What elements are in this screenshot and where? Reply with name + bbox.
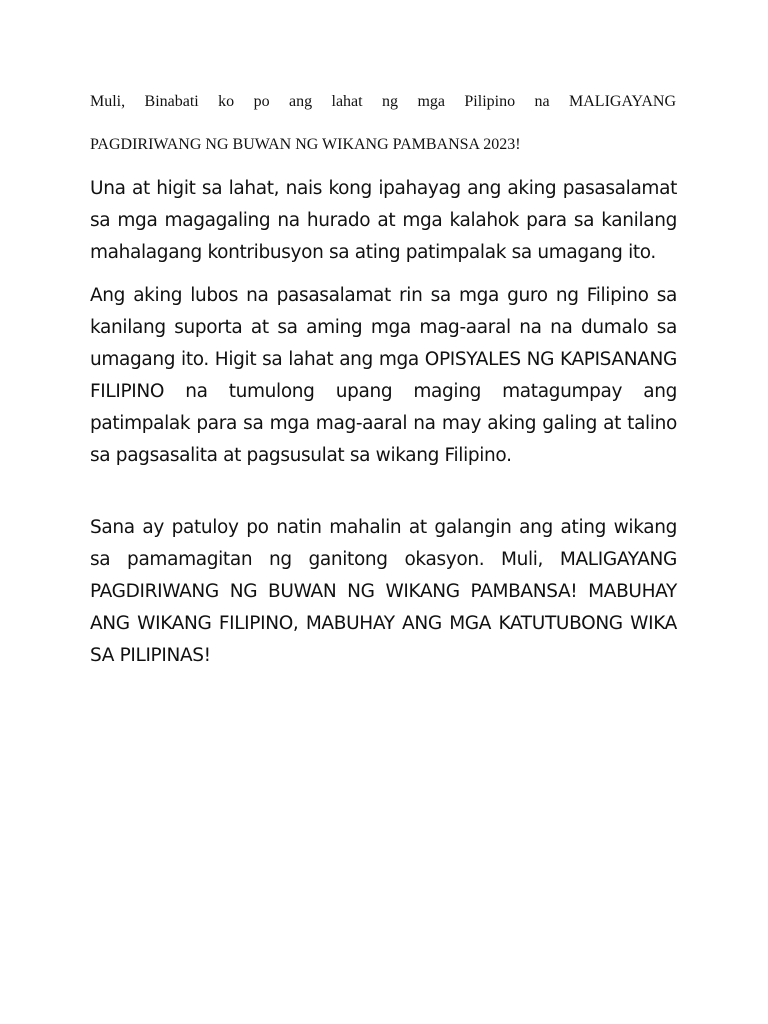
- paragraph-thanks-judges: Una at higit sa lahat, nais kong ipahayag ang aking pasasalamat sa mga magagaling na hurado at mga kalahok para sa kanilang mahalagang kontribusyon sa ating patimpalak sa umagang ito.: [90, 178, 677, 263]
- paragraph-closing: Sana ay patuloy po natin mahalin at galangin ang ating wikang sa pamamagitan ng ganitong okasyon. Muli, MALIGAYANG PAGDIRIWANG NG BUWAN NG WIKANG PAMBANSA! MABUHAY ANG WIKANG FILIPINO, MABUHAY ANG MGA KATUTUBONG WIKA SA PILIPINAS!: [90, 517, 677, 666]
- greeting-line-1: Muli, Binabati ko po ang lahat ng mga Pilipino na MALIGAYANG: [90, 93, 676, 110]
- greeting-line-2: PAGDIRIWANG NG BUWAN NG WIKANG PAMBANSA 2023!: [90, 136, 521, 153]
- paragraph-thanks-teachers: Ang aking lubos na pasasalamat rin sa mga guro ng Filipino sa kanilang suporta at sa aming mga mag-aaral na na dumalo sa umagang ito. Higit sa lahat ang mga OPISYALES NG KAPISANANG FILIPINO na tumulong upang maging matagumpay ang patimpalak para sa mga mag-aaral na may aking galing at talino sa pagsasalita at pagsusulat sa wikang Filipino.: [90, 285, 677, 466]
